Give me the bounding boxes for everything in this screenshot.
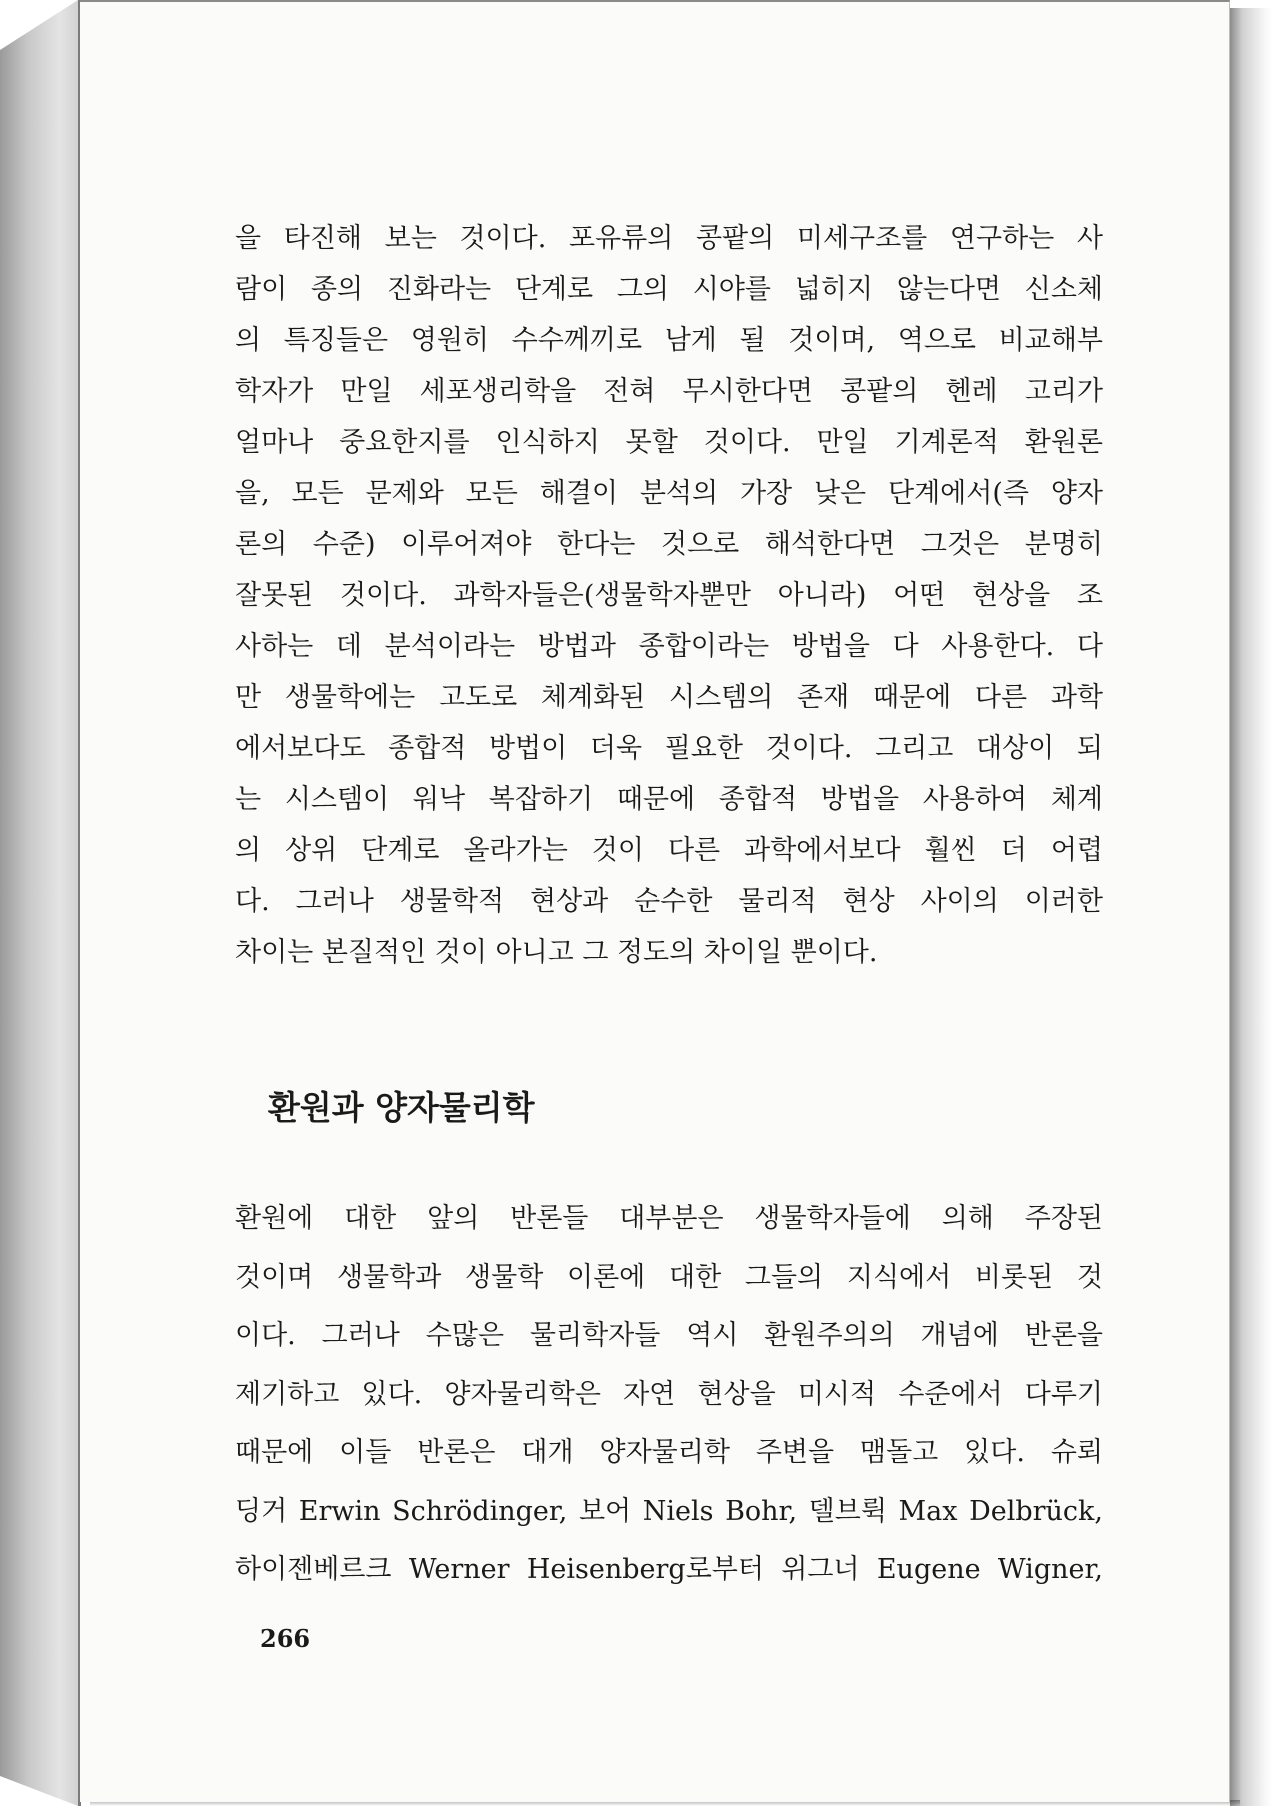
text-line: 을, 모든 문제와 모든 해결이 분석의 가장 낮은 단계에서(즉 양자	[235, 478, 1103, 509]
paragraph-2	[235, 1190, 1103, 1600]
paragraph-1	[235, 213, 1103, 978]
text-line: 때문에 이들 반론은 대개 양자물리학 주변을 맴돌고 있다. 슈뢰	[235, 1437, 1103, 1468]
text-line: 람이 종의 진화라는 단계로 그의 시야를 넓히지 않는다면 신소체	[235, 274, 1103, 305]
text-line: 만 생물학에는 고도로 체계화된 시스템의 존재 때문에 다른 과학	[235, 682, 1103, 713]
text-line: 사하는 데 분석이라는 방법과 종합이라는 방법을 다 사용한다. 다	[235, 631, 1103, 662]
text-line: 학자가 만일 세포생리학을 전혀 무시한다면 콩팥의 헨레 고리가	[235, 376, 1103, 407]
section-heading: 환원과 양자물리학	[268, 1088, 535, 1127]
text-line: 론의 수준) 이루어져야 한다는 것으로 해석한다면 그것은 분명히	[235, 529, 1103, 560]
text-line: 에서보다도 종합적 방법이 더욱 필요한 것이다. 그리고 대상이 되	[235, 733, 1103, 764]
text-line: 제기하고 있다. 양자물리학은 자연 현상을 미시적 수준에서 다루기	[235, 1378, 1103, 1410]
page-number: 266	[260, 1624, 311, 1653]
text-line: 것이며 생물학과 생물학 이론에 대한 그들의 지식에서 비롯된 것	[235, 1261, 1103, 1293]
text-line: 의 상위 단계로 올라가는 것이 다른 과학에서보다 훨씬 더 어렵	[235, 835, 1103, 866]
text-line: 는 시스템이 워낙 복잡하기 때문에 종합적 방법을 사용하여 체계	[235, 784, 1103, 815]
text-line: 환원에 대한 앞의 반론들 대부분은 생물학자들에 의해 주장된	[235, 1203, 1103, 1234]
text-line: 잘못된 것이다. 과학자들은(생물학자뿐만 아니라) 어떤 현상을 조	[235, 580, 1103, 611]
text-line: 딩거 Erwin Schrödinger, 보어 Niels Bohr, 델브뤽 Max Delbrück,	[235, 1495, 1103, 1527]
book-spine	[0, 0, 80, 1806]
text-line: 의 특징들은 영원히 수수께끼로 남게 될 것이며, 역으로 비교해부	[235, 325, 1103, 356]
text-line: 이다. 그러나 수많은 물리학자들 역시 환원주의의 개념에 반론을	[235, 1320, 1103, 1351]
text-line: 얼마나 중요한지를 인식하지 못할 것이다. 만일 기계론적 환원론	[235, 427, 1103, 458]
text-line: 하이젠베르크 Werner Heisenberg로부터 위그너 Eugene Wigner,	[235, 1554, 1103, 1585]
text-line: 차이는 본질적인 것이 아니고 그 정도의 차이일 뿐이다.	[235, 937, 878, 968]
text-line: 을 타진해 보는 것이다. 포유류의 콩팥의 미세구조를 연구하는 사	[235, 223, 1103, 254]
page-shadow	[1230, 8, 1272, 1806]
text-line: 다. 그러나 생물학적 현상과 순수한 물리적 현상 사이의 이러한	[235, 886, 1103, 917]
